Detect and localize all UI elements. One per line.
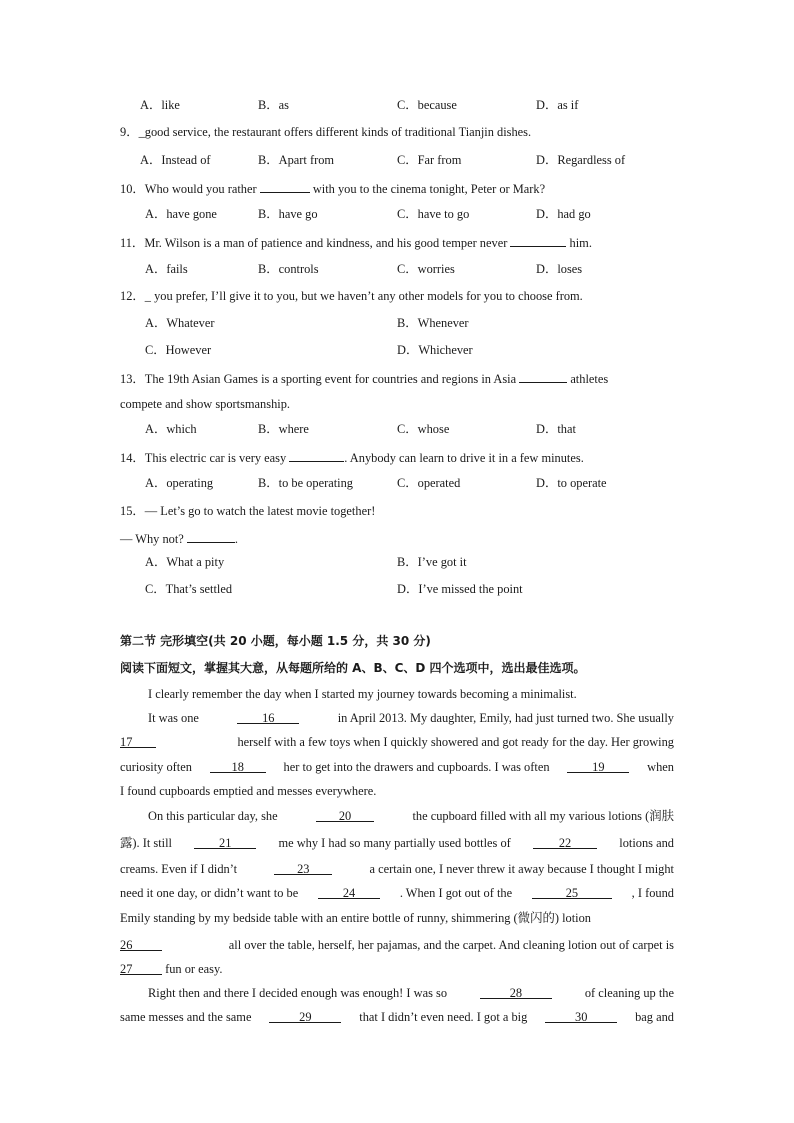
- q13-stem-line2: compete and show sportsmanship.: [120, 397, 291, 411]
- q9-option-b: B．Apart from: [258, 153, 335, 167]
- blank-16[interactable]: 16: [237, 710, 299, 724]
- q14-option-d: D．to operate: [536, 476, 607, 490]
- q13-option-c: C．whose: [397, 422, 450, 436]
- q12-option-a: A．Whatever: [145, 316, 215, 330]
- blank-28[interactable]: 28: [480, 985, 552, 999]
- blank-26[interactable]: 26: [120, 937, 162, 951]
- q13-option-a: A．which: [145, 422, 197, 436]
- blank-30[interactable]: 30: [545, 1009, 617, 1023]
- q12-stem: 12．_ you prefer, I’ll give it to you, but we haven’t any other models for you to choose from.: [120, 289, 583, 303]
- q9-stem: 9．_good service, the restaurant offers different kinds of traditional Tianjin dishes.: [120, 125, 532, 139]
- q15-option-c: C．That’s settled: [145, 582, 233, 596]
- q10-option-c: C．have to go: [397, 207, 470, 221]
- passage-line: curiosity often 18 her to get into the drawers and cupboards. I was often 19 when: [120, 760, 674, 774]
- blank-18[interactable]: 18: [210, 759, 266, 773]
- q15-option-b: B．I’ve got it: [397, 555, 467, 569]
- q15-line2: — Why not? .: [120, 529, 238, 547]
- q14-option-c: C．operated: [397, 476, 461, 490]
- q15-option-d: D．I’ve missed the point: [397, 582, 523, 596]
- passage-line: 露). It still 21 me why I had so many partially used bottles of 22 lotions and: [120, 836, 674, 850]
- blank-23[interactable]: 23: [274, 861, 332, 875]
- q11-stem: 11．Mr. Wilson is a man of patience and kindness, and his good temper never him.: [120, 233, 592, 251]
- q8-option-a: A．like: [140, 98, 180, 112]
- q11-option-b: B．controls: [258, 262, 319, 276]
- passage-line: I found cupboards emptied and messes everywhere.: [120, 784, 377, 798]
- passage-line: same messes and the same 29 that I didn’t even need. I got a big 30 bag and: [120, 1010, 674, 1024]
- passage-line: On this particular day, she 20 the cupboard filled with all my various lotions (润肤: [148, 809, 674, 823]
- q13-option-d: D．that: [536, 422, 576, 436]
- blank-25[interactable]: 25: [532, 885, 612, 899]
- passage-line: 26 all over the table, herself, her pajamas, and the carpet. And cleaning lotion out of carpet is: [120, 938, 674, 952]
- q14-stem: 14．This electric car is very easy . Anybody can learn to drive it in a few minutes.: [120, 448, 584, 466]
- q15-option-a: A．What a pity: [145, 555, 225, 569]
- passage-line: Right then and there I decided enough was enough! I was so 28 of cleaning up the: [148, 986, 674, 1000]
- q8-option-c: C．because: [397, 98, 457, 112]
- passage-line: Emily standing by my bedside table with an entire bottle of runny, shimmering (微闪的) lotion: [120, 911, 591, 925]
- q9-option-c: C．Far from: [397, 153, 462, 167]
- q11-option-d: D．loses: [536, 262, 583, 276]
- q10-stem: 10．Who would you rather with you to the cinema tonight, Peter or Mark?: [120, 179, 545, 197]
- blank-22[interactable]: 22: [533, 835, 597, 849]
- q10-option-d: D．had go: [536, 207, 591, 221]
- blank-29[interactable]: 29: [269, 1009, 341, 1023]
- passage-line: It was one 16 in April 2013. My daughter, Emily, had just turned two. She usually: [148, 711, 674, 725]
- q10-option-b: B．have go: [258, 207, 318, 221]
- q11-option-a: A．fails: [145, 262, 188, 276]
- section-title: 第二节 完形填空(共 20 小题，每小题 1.5 分，共 30 分): [120, 634, 431, 648]
- blank-20[interactable]: 20: [316, 808, 374, 822]
- passage-line: 27 fun or easy.: [120, 962, 223, 976]
- q8-option-d: D．as if: [536, 98, 579, 112]
- q8-option-b: B．as: [258, 98, 289, 112]
- passage-line: 17 herself with a few toys when I quickly showered and got ready for the day. Her growing: [120, 735, 674, 749]
- q14-option-a: A．operating: [145, 476, 214, 490]
- blank-21[interactable]: 21: [194, 835, 256, 849]
- q15-line1: 15．— Let’s go to watch the latest movie together!: [120, 504, 376, 518]
- q10-option-a: A．have gone: [145, 207, 217, 221]
- q12-option-b: B．Whenever: [397, 316, 469, 330]
- passage-p1: I clearly remember the day when I started my journey towards becoming a minimalist.: [148, 687, 577, 701]
- q11-option-c: C．worries: [397, 262, 455, 276]
- q14-option-b: B．to be operating: [258, 476, 353, 490]
- q9-option-a: A．Instead of: [140, 153, 211, 167]
- section-instruction: 阅读下面短文，掌握其大意，从每题所给的 A、B、C、D 四个选项中，选出最佳选项。: [120, 661, 586, 675]
- passage-line: need it one day, or didn’t want to be 24 . When I got out of the 25 , I found: [120, 886, 674, 900]
- passage-line: creams. Even if I didn’t 23 a certain one, I never threw it away because I thought I might: [120, 862, 674, 876]
- blank-27[interactable]: 27: [120, 961, 162, 975]
- blank-17[interactable]: 17: [120, 734, 156, 748]
- q12-option-d: D．Whichever: [397, 343, 473, 357]
- q13-stem: 13．The 19th Asian Games is a sporting event for countries and regions in Asia athletes: [120, 369, 608, 387]
- blank-19[interactable]: 19: [567, 759, 629, 773]
- q13-option-b: B．where: [258, 422, 309, 436]
- blank-24[interactable]: 24: [318, 885, 380, 899]
- q9-option-d: D．Regardless of: [536, 153, 626, 167]
- q12-option-c: C．However: [145, 343, 212, 357]
